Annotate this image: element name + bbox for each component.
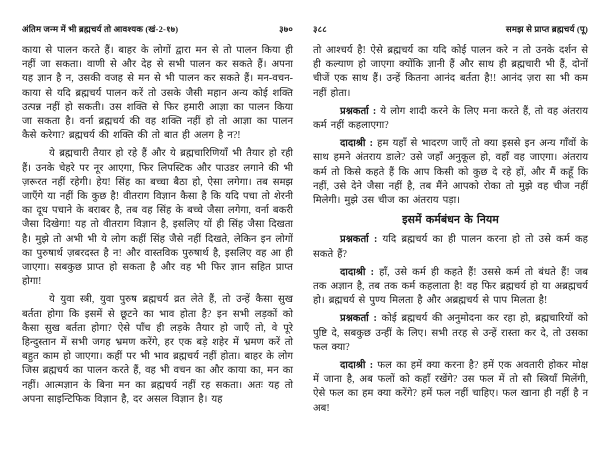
qa-paragraph: प्रश्नकर्ता : यदि ब्रह्मचर्य का ही पालन करना हो तो उसे कर्म कह सकते हैं? xyxy=(313,234,588,260)
speaker-label: प्रश्नकर्ता : xyxy=(340,234,378,246)
left-running-title: अंतिम जन्म में भी ब्रह्मचर्य तो आवश्यक (खं-2-१७) xyxy=(22,24,179,34)
left-page-number: ३७० xyxy=(279,24,293,34)
paragraph: ये ब्रह्मचारी तैयार हो रहे हैं और ये ब्रह्मचारिणियाँ भी तैयार हो रही हैं। उनके चेहरे पर नूर आएगा, फिर लिपस्टिक और पाउडर लगाने की भी ज़रूरत नहीं रहेगी। हेय! सिंह का बच्चा बैठा हो, ऐसा लगेगा। तब समझ जाएँगे या नहीं कि कुछ है! वीतराग विज्ञान कैसा है कि यदि पचा तो शेरनी का दूध पचाने के बराबर है, तब वह सिंह के बच्चे जैसा लगेगा, वर्ना बकरी जैसा दिखेगा! यह तो वीतराग विज्ञान है, इसलिए यों ही सिंह जैसा दिखता है। मुझे तो अभी भी ये लोग कहीं सिंह जैसे नहीं दिखते, लेकिन इन लोगों का पुरुषार्थ ज़बरदस्त है न! और वास्तविक पुरुषार्थ है, इसलिए वह आ ही जाएगा। सबकुछ प्राप्त हो सकता है और वह भी फिर ज्ञान सहित प्राप्त होगा! xyxy=(22,148,293,288)
right-running-title: समझ से प्राप्त ब्रह्मचर्य (पू) xyxy=(505,24,588,34)
paragraph: ये युवा स्त्री, युवा पुरुष ब्रह्मचर्य व्रत लेते हैं, तो उन्हें कैसा सुख बर्तता होगा कि इसमें से छूटने का भाव होता है? इन सभी लड़कों को कैसा सुख बर्तता होगा? ऐसे पाँच ही लड़के तैयार हो जाएँ तो, वे पूरे हिन्दुस्तान में सभी जगह भ्रमण करेंगे, हर एक बड़े शहेर में भ्रमण करें तो बहुत काम हो जाएगा। कहीं पर भी भाव ब्रह्मचर्य नहीं होता। बाहर के लोग जिस ब्रह्मचर्य का पालन करते हैं, वह भी वचन का और काया का, मन का नहीं। आत्मज्ञान के बिना मन का ब्रह्मचर्य नहीं रह सकता। अतः यह तो अपना साइन्टिफिक विज्ञान है, दर असल विज्ञान है। यह xyxy=(22,294,293,405)
qa-paragraph: प्रश्नकर्ता : कोई ब्रह्मचर्य की अनुमोदना कर रहा हो, ब्रह्मचारियों को पुष्टि दे, सबकुछ उन्हीं के लिए। सभी तरह से उन्हें रास्ता कर दे, तो उसका फल क्या? xyxy=(313,313,588,353)
speaker-label: दादाश्री : xyxy=(340,138,373,150)
speaker-label: प्रश्नकर्ता : xyxy=(340,313,377,325)
paragraph: तो आश्चर्य है! ऐसे ब्रह्मचर्य का यदि कोई पालन करे न तो उनके दर्शन से ही कल्याण हो जाएगा क्योंकि ज्ञानी हैं और साथ ही ब्रह्मचारी भी हैं, दोनों चीजें एक साथ हैं। उन्हें कितना आनंद बर्तता है!! आनंद ज़रा सा भी कम नहीं होता। xyxy=(313,45,588,99)
right-page-number: ३८८ xyxy=(313,24,327,34)
speaker-label: प्रश्नकर्ता : xyxy=(340,105,377,117)
speaker-label: दादाश्री : xyxy=(340,266,374,278)
qa-paragraph: प्रश्नकर्ता : ये लोग शादी करने के लिए मना करते हैं, तो वह अंतराय कर्म नहीं कहलाएगा? xyxy=(313,105,588,132)
left-page-body xyxy=(22,44,293,407)
qa-paragraph: दादाश्री : फल का हमें क्या करना है? हमें एक अवतारी होकर मोक्ष में जाना है, अब फलों को कहाँ रखेंगे? उस फल में तो सौ स्त्रियाँ मिलेंगी, ऐसे फल का हम क्या करेंगे? हमें फल नहीं चाहिए। फल खाना ही नहीं है न अब! xyxy=(313,360,588,414)
section-heading: इसमें कर्मबंधन के नियम xyxy=(402,214,499,227)
right-page xyxy=(300,0,600,460)
right-page-header xyxy=(313,24,588,35)
left-page-header xyxy=(22,24,293,35)
qa-paragraph: दादाश्री : हाँ, उसे कर्म ही कहते हैं! उससे कर्म तो बंधते हैं! जब तक अज्ञान है, तब तक कर्म कहलाता है! वह फिर ब्रह्मचर्य हो या अब्रह्मचर्य हो। ब्रह्मचर्य से पुण्य मिलता है और अब्रह्मचर्य से पाप मिलता है! xyxy=(313,266,588,307)
qa-paragraph: दादाश्री : हम यहाँ से भादरण जाएँ तो क्या इससे इन अन्य गाँवों के साथ हमने अंतराय डाले? उसे जहाँ अनुकूल हो, वहाँ वह जाएगा। अंतराय कर्म तो किसे कहते हैं कि आप किसी को कुछ दे रहे हों, और मैं कहूँ कि नहीं, उसे देने जैसा नहीं है, तब मैंने आपको रोका तो मुझे वह चीज नहीं मिलेगी। मुझे उस चीज का अंतराय पड़ा। xyxy=(313,138,588,207)
speaker-label: दादाश्री : xyxy=(340,360,374,372)
paragraph: काया से पालन करते हैं। बाहर के लोगों द्वारा मन से तो पालन किया ही नहीं जा सकता। वाणी से और देह से सभी पालन कर सकते हैं। अपना यह ज्ञान है न, उसकी वजह से मन से भी पालन कर सकते हैं। मन-वचन-काया से यदि ब्रह्मचर्य पालन करें तो उसके जैसी महान अन्य कोई शक्ति उत्पन्न नहीं हो सकती। उस शक्ति से फिर हमारी आज्ञा का पालन किया जा सकता है। वर्ना ब्रह्मचर्य की वह शक्ति नहीं हो तो आज्ञा का पालन कैसे करेगा? ब्रह्मचर्य की शक्ति की तो बात ही अलग है न?! xyxy=(22,45,293,142)
right-page-body xyxy=(313,44,588,416)
